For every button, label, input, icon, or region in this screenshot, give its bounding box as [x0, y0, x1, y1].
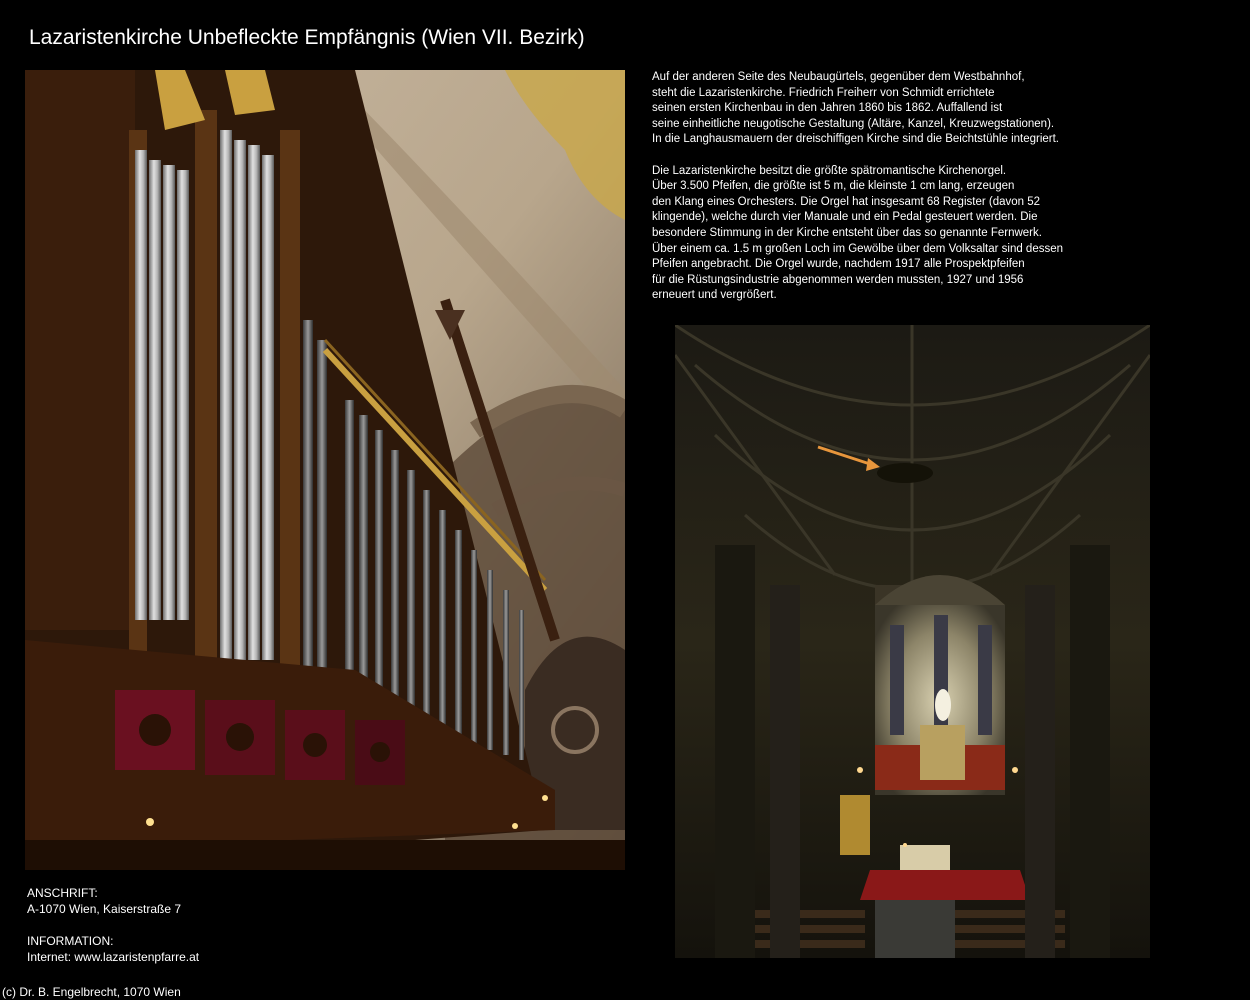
description-line: Auf der anderen Seite des Neubaugürtels, gegenüber dem Westbahnhof, [652, 71, 1025, 83]
address-label: ANSCHRIFT: [27, 886, 98, 900]
nave-photo [675, 325, 1150, 958]
description-line: klingende), welche durch vier Manuale und ein Pedal gesteuert werden. Die [652, 211, 1038, 224]
organ-photo [25, 70, 625, 870]
description-line: steht die Lazaristenkirche. Friedrich Freiherr von Schmidt errichtete [652, 86, 995, 99]
description-paragraph-2 [652, 164, 1112, 304]
description-line: Die Lazaristenkirche besitzt die größte spätromantische Kirchenorgel. [652, 164, 1007, 177]
address-value: A-1070 Wien, Kaiserstraße 7 [27, 902, 182, 916]
information-label: INFORMATION: [27, 934, 114, 948]
description-line: Über 3.500 Pfeifen, die größte ist 5 m, die kleinste 1 cm lang, erzeugen [652, 180, 1015, 193]
copyright: (c) Dr. B. Engelbrecht, 1070 Wien [2, 985, 181, 999]
information-value[interactable]: Internet: www.lazaristenpfarre.at [27, 950, 200, 964]
description-line: seinen ersten Kirchenbau in den Jahren 1860 bis 1862. Auffallend ist [652, 102, 1003, 115]
description-line: Pfeifen angebracht. Die Orgel wurde, nachdem 1917 alle Prospektpfeifen [652, 258, 1025, 271]
description-line: besondere Stimmung in der Kirche entsteht über das so genannte Fernwerk. [652, 226, 1042, 239]
description [652, 70, 1112, 320]
description-line: In die Langhausmauern der dreischiffigen Kirche sind die Beichtstühle integriert. [652, 133, 1060, 146]
description-line: den Klang eines Orchesters. Die Orgel hat insgesamt 68 Register (davon 52 [652, 195, 1041, 208]
description-line: Über einem ca. 1.5 m großen Loch im Gewölbe über dem Volksaltar sind dessen [652, 242, 1064, 255]
page-title: Lazaristenkirche Unbefleckte Empfängnis (Wien VII. Bezirk) [29, 26, 585, 49]
description-paragraph-1 [652, 70, 1112, 148]
description-line: erneuert und vergrößert. [652, 289, 777, 302]
description-line: für die Rüstungsindustrie abgenommen werden mussten, 1927 und 1956 [652, 273, 1024, 286]
description-line: seine einheitliche neugotische Gestaltung (Altäre, Kanzel, Kreuzwegstationen). [652, 117, 1055, 130]
